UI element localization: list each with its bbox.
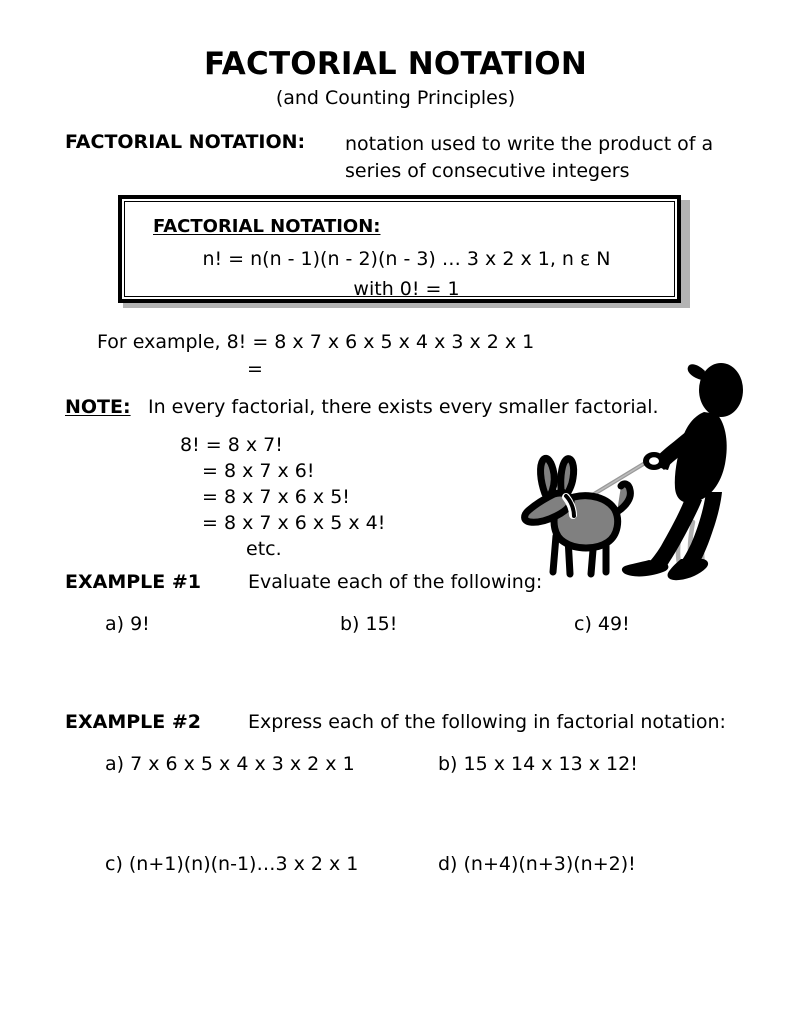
- expansion-line: 8! = 8 x 7!: [180, 434, 283, 456]
- definition-term: FACTORIAL NOTATION:: [65, 131, 306, 153]
- note-label: NOTE:: [65, 396, 131, 418]
- example-2-item-b: b) 15 x 14 x 13 x 12!: [438, 753, 638, 775]
- note-text: In every factorial, there exists every smaller factorial.: [148, 396, 659, 418]
- example-2-item-d: d) (n+4)(n+3)(n+2)!: [438, 853, 636, 875]
- expansion-line: = 8 x 7 x 6 x 5!: [202, 486, 350, 509]
- example-1-item-c: c) 49!: [574, 613, 630, 635]
- example-1-label: EXAMPLE #1: [65, 571, 202, 593]
- factorial-expansion-list: [180, 432, 385, 562]
- definition-box-formula: n! = n(n - 1)(n - 2)(n - 3) … 3 x 2 x 1, n ε N: [202, 248, 611, 270]
- definition-box-inner-border: [124, 201, 675, 300]
- example-1-item-b: b) 15!: [340, 613, 398, 635]
- definition-box-condition: with 0! = 1: [353, 278, 460, 300]
- definition-box-heading: FACTORIAL NOTATION:: [153, 216, 381, 237]
- definition-box: [118, 195, 681, 303]
- example-1-item-a: a) 9!: [105, 613, 150, 635]
- hand-grip-icon: [643, 452, 665, 470]
- definition-body: notation used to write the product of a series of consecutive integers: [345, 133, 714, 182]
- page-subtitle: (and Counting Principles): [275, 87, 516, 109]
- dog-figure: [525, 458, 631, 574]
- example-2-item-a: a) 7 x 6 x 5 x 4 x 3 x 2 x 1: [105, 753, 355, 775]
- example-2-label: EXAMPLE #2: [65, 711, 202, 733]
- person-silhouette: [622, 363, 743, 580]
- expansion-line-etc: etc.: [246, 538, 282, 561]
- for-example-line: For example, 8! = 8 x 7 x 6 x 5 x 4 x 3 x 2 x 1: [97, 331, 535, 353]
- person-walking-dog-illustration: [518, 360, 750, 582]
- example-2-prompt: Express each of the following in factorial notation:: [248, 711, 726, 733]
- example-1-prompt: Evaluate each of the following:: [248, 571, 543, 593]
- example-2-item-c: c) (n+1)(n)(n-1)…3 x 2 x 1: [105, 853, 359, 875]
- page-title: FACTORIAL NOTATION: [203, 46, 587, 82]
- expansion-line: = 8 x 7 x 6 x 5 x 4!: [202, 512, 386, 535]
- for-example-blank-equals: =: [247, 358, 263, 380]
- expansion-line: = 8 x 7 x 6!: [202, 460, 315, 483]
